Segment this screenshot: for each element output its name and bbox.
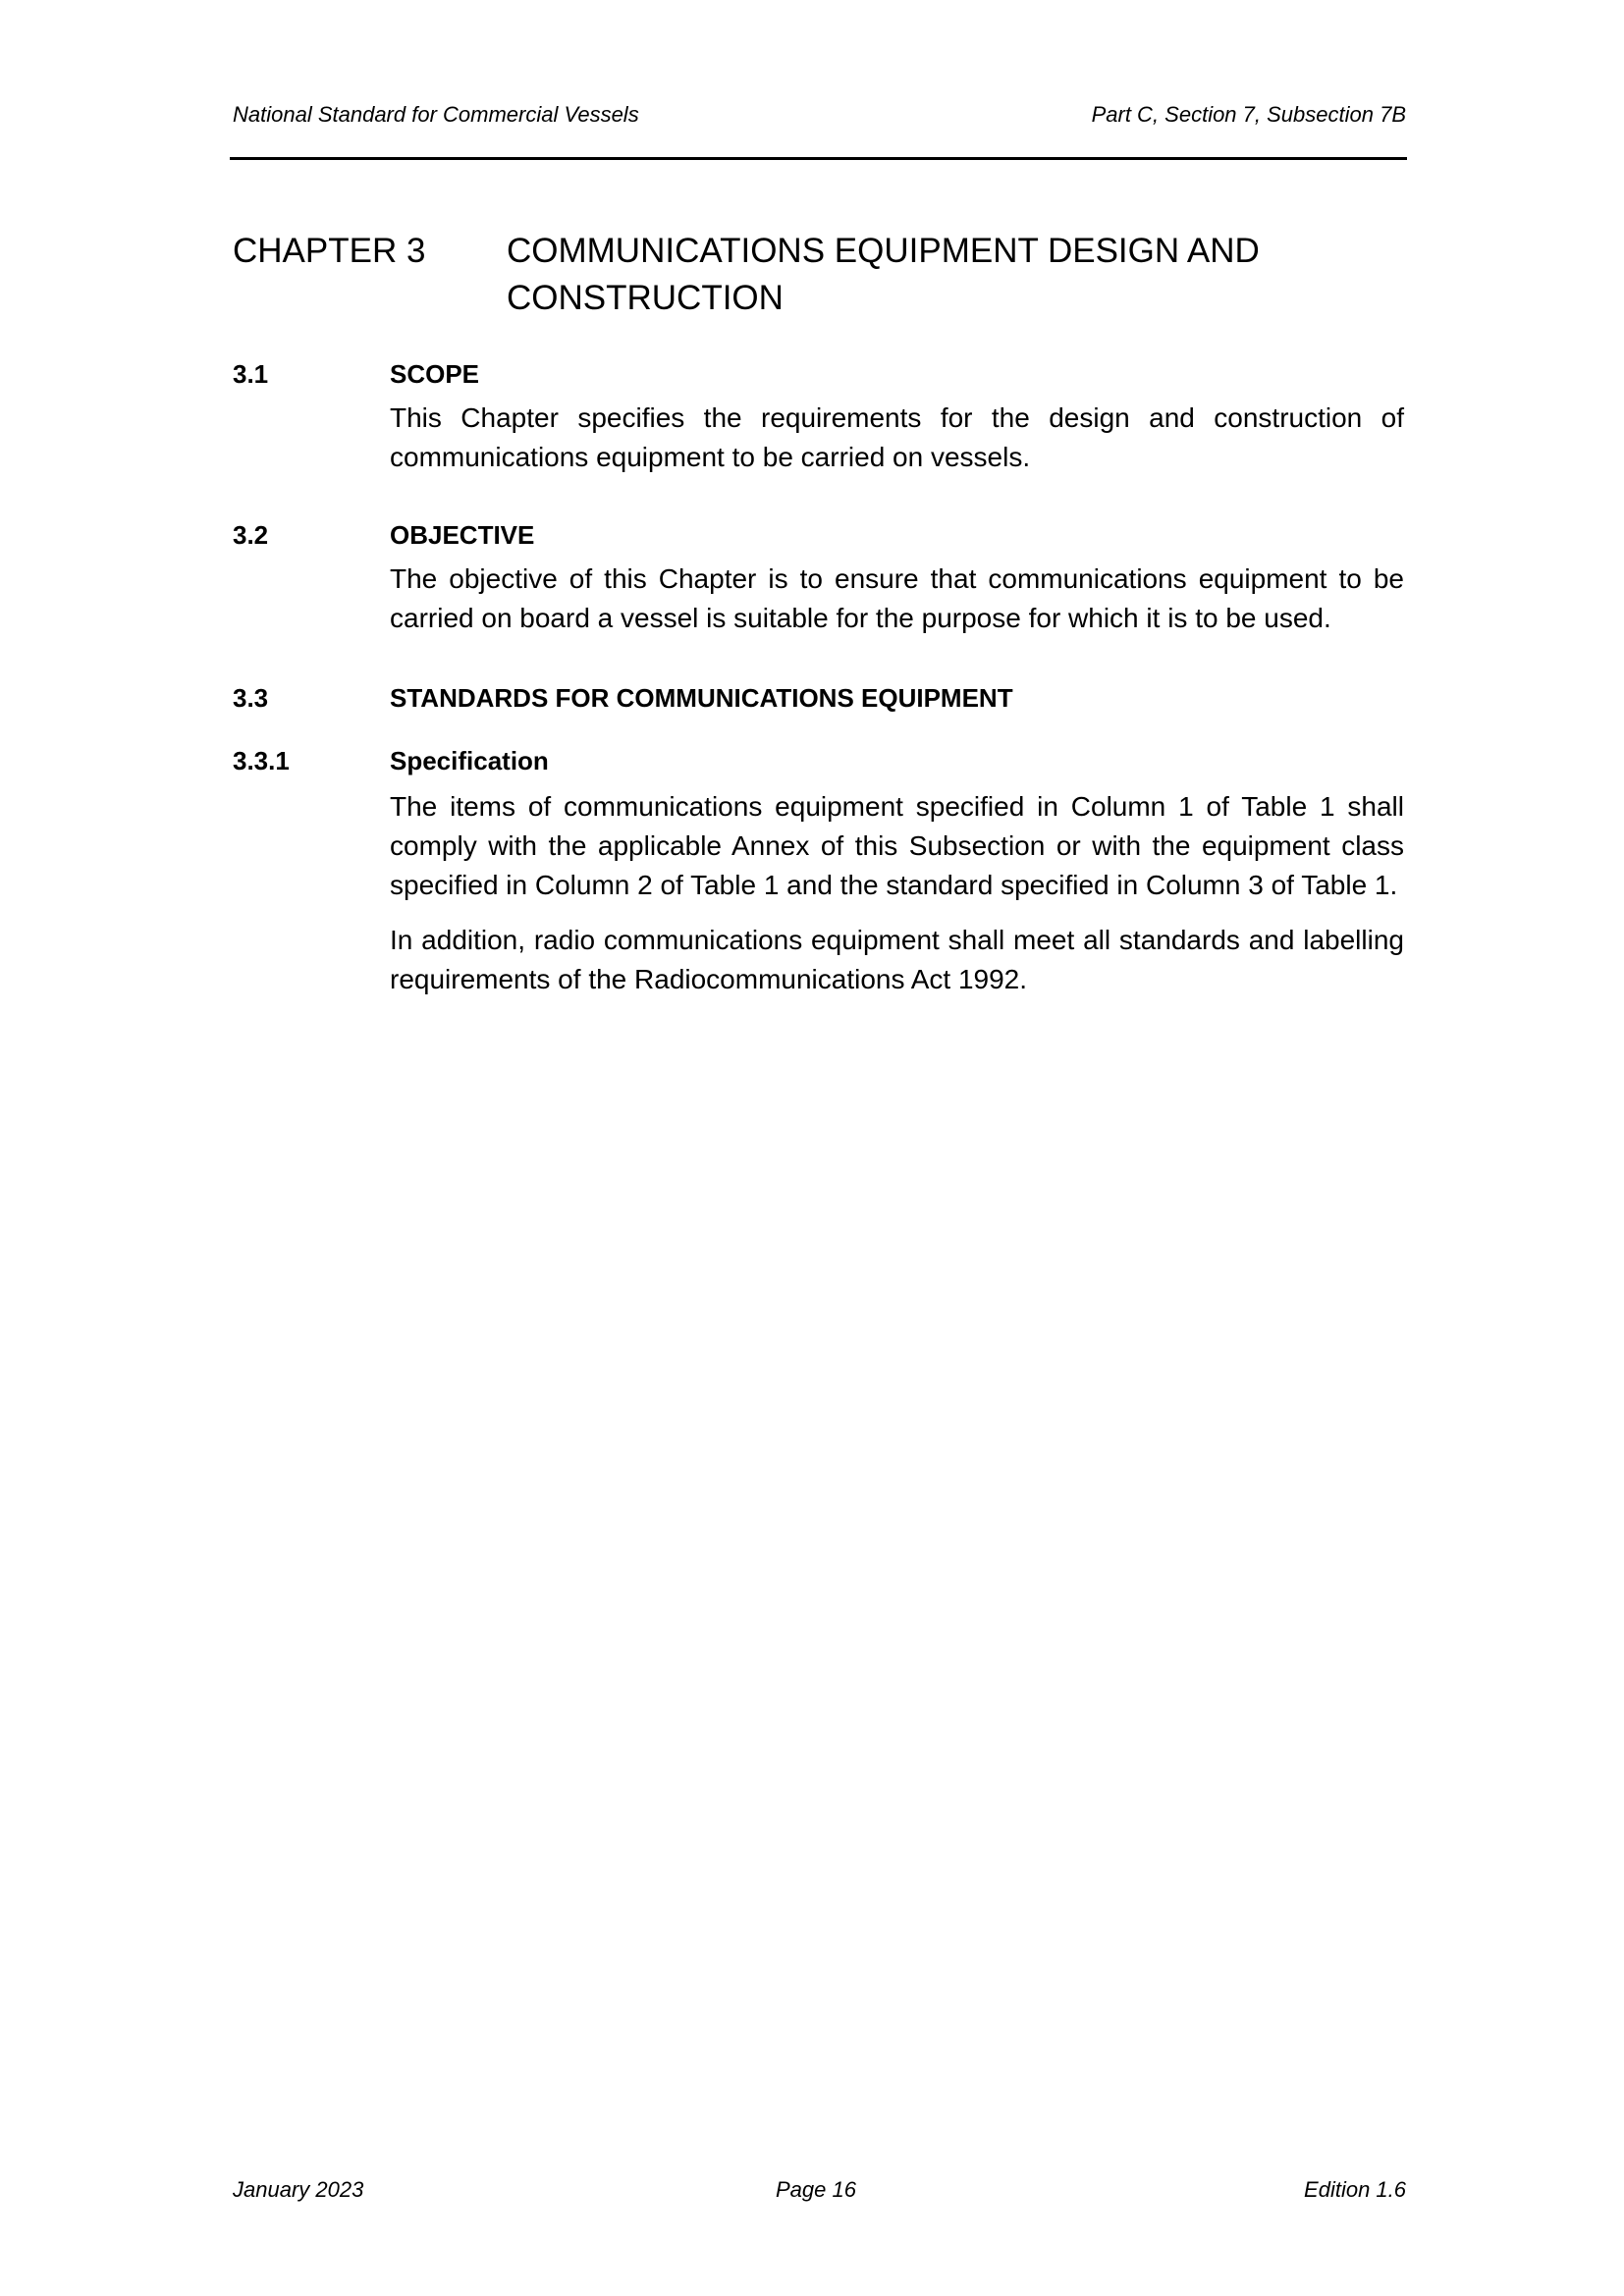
footer-page-number: Page 16 xyxy=(776,2177,856,2202)
header-section-reference: Part C, Section 7, Subsection 7B xyxy=(1091,102,1406,127)
specification-paragraph: The items of communications equipment specified in Column 1 of Table 1 shall comply with the applicable Annex of this Subsection or with the equipment class specified in Column 2 of Table 1 and the standard specified in Column 3 of Table 1. xyxy=(390,791,1404,900)
page-footer xyxy=(233,2177,1406,2213)
section-title: SCOPE xyxy=(390,359,480,389)
section-number: 3.3 xyxy=(233,683,269,713)
section-number: 3.1 xyxy=(233,359,269,389)
page-header xyxy=(233,102,1406,137)
section-title: OBJECTIVE xyxy=(390,520,535,550)
footer-date: January 2023 xyxy=(233,2177,364,2202)
section-title: Specification xyxy=(390,746,549,775)
scope-paragraph: This Chapter specifies the requirements for the design and construction of communications equipment to be carried on vessels. xyxy=(390,402,1404,472)
chapter-number: CHAPTER 3 xyxy=(233,232,426,270)
objective-paragraph: The objective of this Chapter is to ensure that communications equipment to be carried on board a vessel is suitable for the purpose for which it is to be used. xyxy=(390,563,1404,633)
footer-edition: Edition 1.6 xyxy=(1304,2177,1406,2202)
header-document-title: National Standard for Commercial Vessels xyxy=(233,102,639,127)
radiocommunications-paragraph: In addition, radio communications equipment shall meet all standards and labelling requirements of the Radiocommunications Act 1992. xyxy=(390,925,1404,994)
section-number: 3.3.1 xyxy=(233,746,290,775)
header-divider xyxy=(230,157,1407,160)
section-number: 3.2 xyxy=(233,520,269,550)
chapter-title: COMMUNICATIONS EQUIPMENT DESIGN AND CONSTRUCTION xyxy=(507,232,1260,317)
section-title: STANDARDS FOR COMMUNICATIONS EQUIPMENT xyxy=(390,683,1013,713)
